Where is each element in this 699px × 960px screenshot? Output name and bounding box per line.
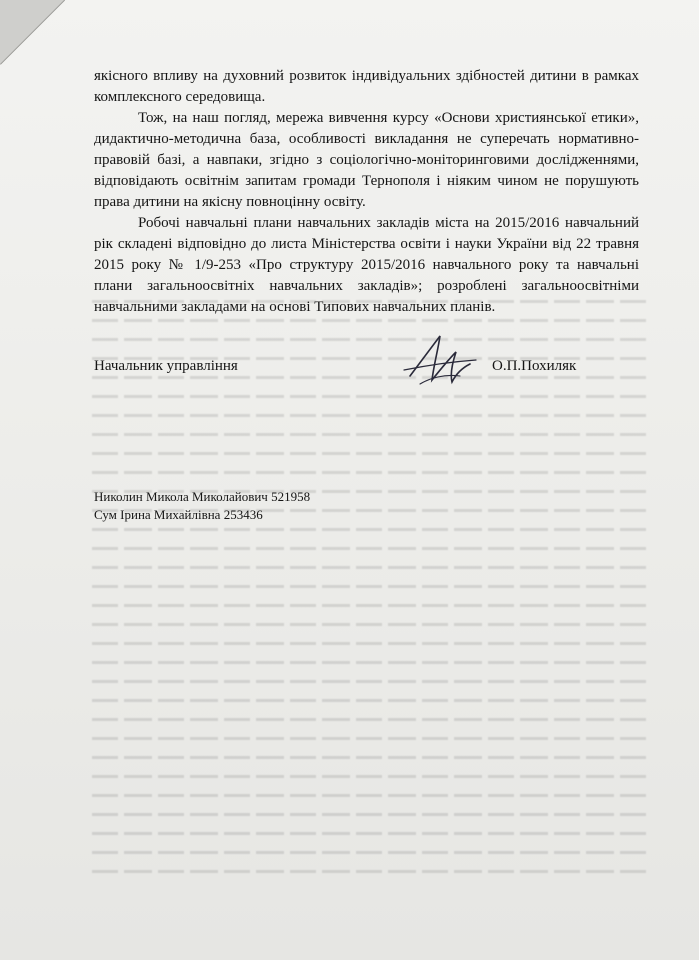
paragraph-3: Робочі навчальні плани навчальних закладів міста на 2015/2016 навчальний рік складені відповідно до листа Міністерства освіти і науки України від 22 травня 2015 року № 1/9-253 «Про структуру 2015/2016 навчального року та навчальні плани загальноосвітніх навчальних закладів»; розроблені загальноосвітніми навчальними закладами на основі Типових навчальних планів. <box>94 215 639 315</box>
contact-line: Сум Ірина Михайлівна 253436 <box>94 507 263 522</box>
signature-block <box>94 358 639 382</box>
contacts-block <box>94 488 310 524</box>
letter-body <box>94 66 639 318</box>
paragraph-1: якісного впливу на духовний розвиток індивідуальних здібностей дитини в рамках комплексного середовища. <box>94 68 639 105</box>
signer-title: Начальник управління <box>94 358 238 374</box>
signer-name: О.П.Похиляк <box>492 358 577 374</box>
handwritten-signature <box>400 330 480 388</box>
contact-line: Николин Микола Миколайович 521958 <box>94 489 311 504</box>
paragraph-2: Тож, на наш погляд, мережа вивчення курсу «Основи християнської етики», дидактично-методична база, особливості викладання не суперечать нормативно-правовій базі, а навпаки, згідно з соціологічно-моніторинговими дослідженнями, відповідають освітнім запитам громади Тернополя і ніяким чином не порушують права дитини на якісну повноцінну освіту. <box>94 110 639 210</box>
reverse-side-bleed-through <box>92 300 652 900</box>
